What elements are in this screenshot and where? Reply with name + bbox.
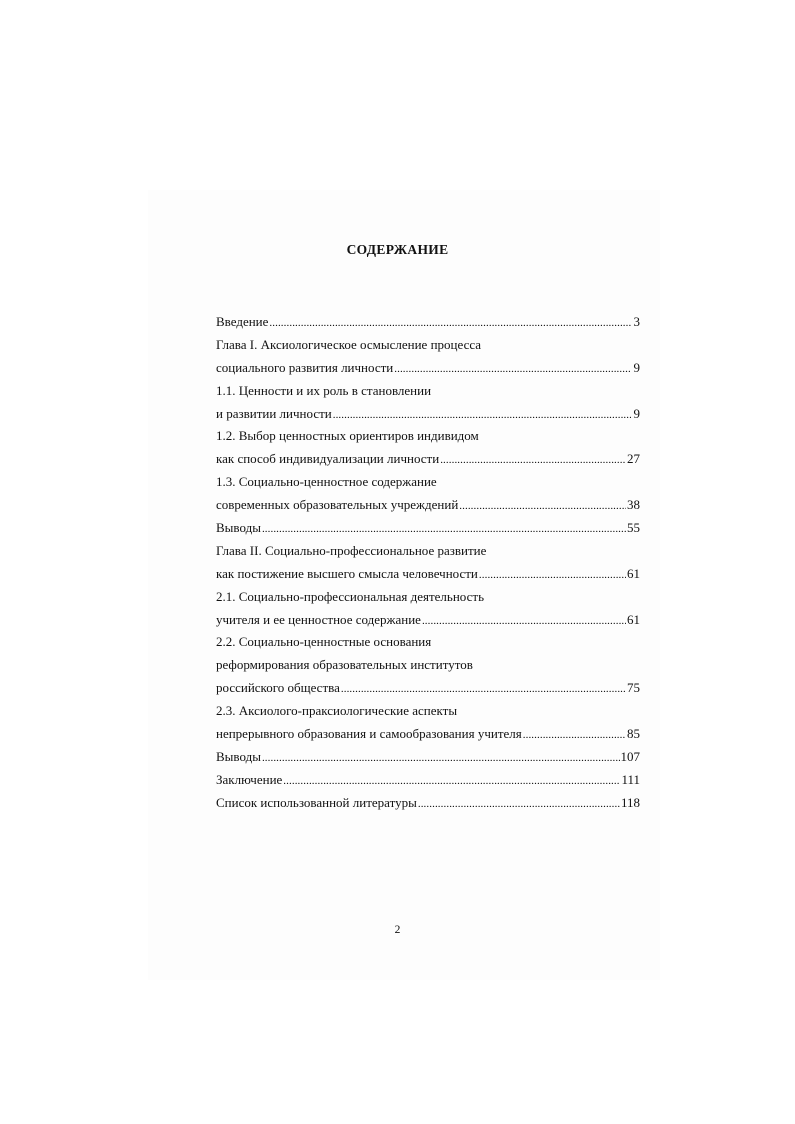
- toc-leader-dots: [459, 495, 626, 518]
- toc-leader-dots: [440, 449, 626, 472]
- document-title: СОДЕРЖАНИЕ: [346, 242, 449, 257]
- toc-entry-page: 85: [627, 726, 640, 742]
- toc-entry-title: 2.2. Социально-ценностные основания: [216, 634, 432, 650]
- toc-leader-dots: [418, 793, 620, 816]
- toc-entry: [216, 563, 640, 586]
- toc-entry: [216, 380, 640, 403]
- toc-entry: [216, 631, 640, 654]
- toc-entry-title: Список использованной литературы: [216, 794, 417, 810]
- toc-entry-title: 2.3. Аксиолого-праксиологические аспекты: [216, 703, 458, 719]
- toc-entry-title: современных образовательных учреждений: [216, 497, 459, 513]
- toc-entry-title: 1.2. Выбор ценностных ориентиров индивидом: [216, 428, 479, 444]
- toc-entry: [216, 517, 640, 540]
- toc-entry-page: 61: [627, 611, 640, 627]
- toc-leader-dots: [283, 770, 620, 793]
- toc-entry-title: и развитии личности: [216, 405, 332, 421]
- toc-entry: [216, 609, 640, 632]
- toc-entry-title: Заключение: [216, 771, 283, 787]
- toc-entry-title: Выводы: [216, 748, 261, 764]
- toc-entry-title: Глава II. Социально-профессиональное развитие: [216, 542, 487, 558]
- toc-entry-title: 2.1. Социально-профессиональная деятельность: [216, 588, 484, 604]
- toc-entry: [216, 746, 640, 769]
- toc-entry-title: 1.3. Социально-ценностное содержание: [216, 474, 437, 490]
- toc-entry-page: 9: [633, 405, 640, 421]
- toc-entry: [216, 769, 640, 792]
- toc-entry-title: непрерывного образования и самообразования учителя: [216, 726, 522, 742]
- table-of-contents: [216, 311, 640, 815]
- toc-entry-title: как способ индивидуализации личности: [216, 451, 440, 467]
- toc-leader-dots: [394, 358, 631, 381]
- toc-entry: [216, 403, 640, 426]
- toc-entry-page: 38: [627, 497, 640, 513]
- toc-entry: [216, 586, 640, 609]
- toc-entry: [216, 540, 640, 563]
- toc-entry-title: 1.1. Ценности и их роль в становлении: [216, 382, 432, 398]
- toc-entry-title: российского общества: [216, 680, 340, 696]
- toc-entry-page: 27: [627, 451, 640, 467]
- toc-entry-title: Выводы: [216, 520, 261, 536]
- toc-leader-dots: [262, 747, 620, 770]
- toc-entry-title: Введение: [216, 314, 269, 329]
- toc-leader-dots: [422, 610, 626, 633]
- toc-entry-page: 3: [633, 314, 640, 329]
- toc-entry-title: Глава I. Аксиологическое осмысление процесса: [216, 336, 482, 352]
- toc-entry: [216, 448, 640, 471]
- toc-entry: [216, 425, 640, 448]
- toc-entry: [216, 654, 640, 677]
- toc-entry: [216, 723, 640, 746]
- toc-entry: [216, 471, 640, 494]
- toc-entry-page: 9: [633, 359, 640, 375]
- toc-entry-title: социального развития личности: [216, 359, 394, 375]
- toc-entry-title: как постижение высшего смысла человечности: [216, 565, 478, 581]
- toc-leader-dots: [479, 564, 626, 587]
- toc-entry-title: реформирования образовательных институтов: [216, 657, 473, 673]
- toc-entry: [216, 311, 640, 334]
- toc-entry: [216, 677, 640, 700]
- toc-entry-title: учителя и ее ценностное содержание: [216, 611, 421, 627]
- toc-leader-dots: [262, 518, 626, 541]
- toc-leader-dots: [333, 404, 631, 427]
- toc-entry: [216, 334, 640, 357]
- toc-entry-page: 55: [627, 520, 640, 536]
- toc-entry-page: 111: [621, 771, 640, 787]
- toc-entry: [216, 357, 640, 380]
- toc-entry: [216, 700, 640, 723]
- toc-entry-page: 107: [620, 748, 640, 764]
- toc-entry-page: 118: [620, 794, 640, 810]
- toc-entry-page: 61: [627, 565, 640, 581]
- toc-leader-dots: [341, 678, 626, 701]
- toc-entry-page: 75: [627, 680, 640, 696]
- toc-leader-dots: [523, 724, 626, 747]
- toc-entry: [216, 792, 640, 815]
- toc-leader-dots: [269, 312, 631, 335]
- page-number: 2: [394, 924, 401, 936]
- toc-entry: [216, 494, 640, 517]
